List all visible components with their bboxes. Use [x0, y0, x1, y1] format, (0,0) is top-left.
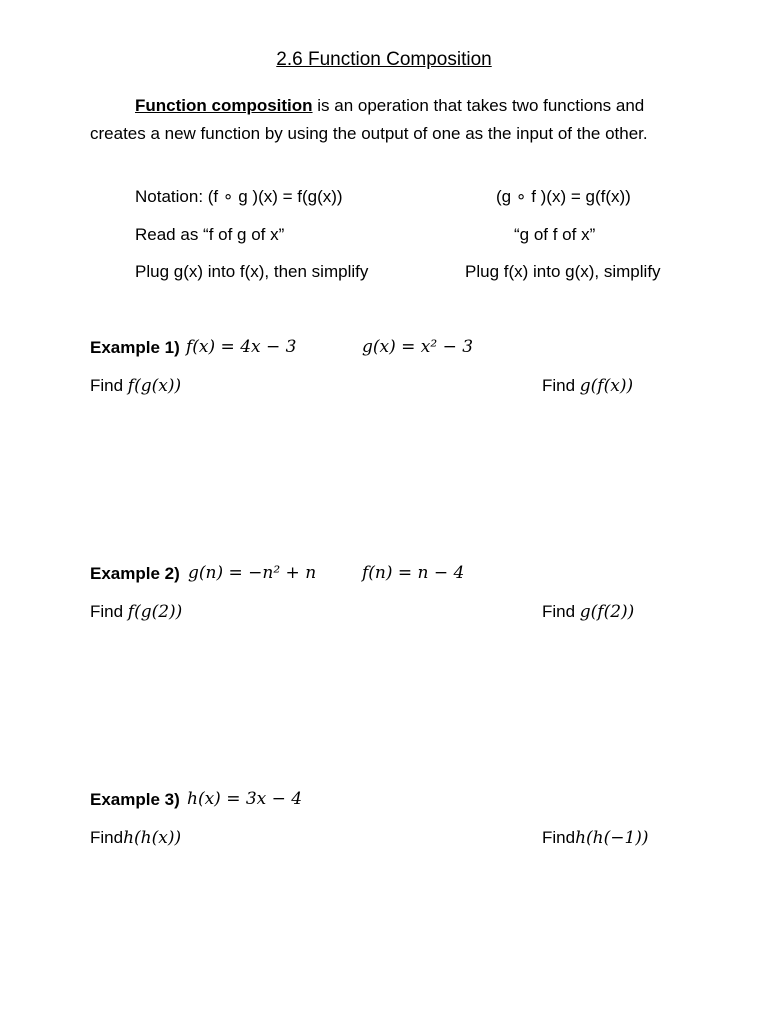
example-2-label: Example 2) — [90, 564, 180, 583]
example-3-function-h: h(x) = 3x − 4 — [187, 789, 303, 809]
find-expression: h(h(x)) — [123, 828, 182, 848]
notation-right-2: “g of f of x” — [514, 225, 596, 244]
find-expression: f(g(x)) — [127, 376, 182, 396]
example-1-find-left — [90, 376, 181, 396]
example-1-function-f: f(x) = 4x − 3 — [186, 337, 297, 357]
notation-right-3: Plug f(x) into g(x), simplify — [465, 262, 661, 281]
find-expression: g(f(2)) — [579, 602, 635, 622]
example-1-find-right — [542, 376, 633, 396]
example-2-function-f: f(n) = n − 4 — [362, 563, 465, 583]
find-text: Find — [542, 602, 580, 621]
find-text: Find — [90, 828, 124, 847]
notation-left-2: Read as “f of g of x” — [135, 225, 285, 244]
example-3-find-right — [542, 828, 649, 848]
find-text: Find — [542, 828, 576, 847]
example-3-label: Example 3) — [90, 790, 180, 809]
example-1-label: Example 1) — [90, 338, 180, 357]
find-text: Find — [90, 602, 128, 621]
find-expression: g(f(x)) — [579, 376, 634, 396]
notation-left-3: Plug g(x) into f(x), then simplify — [135, 262, 369, 281]
find-text: Find — [542, 376, 580, 395]
notation-right-1: (g ∘ f )(x) = g(f(x)) — [496, 187, 631, 206]
find-text: Find — [90, 376, 128, 395]
notation-left-1: Notation: (f ∘ g )(x) = f(g(x)) — [135, 187, 343, 206]
page-title: 2.6 Function Composition — [276, 49, 492, 70]
example-2-function-g: g(n) = −n² + n — [188, 563, 317, 583]
find-expression: f(g(2)) — [127, 602, 183, 622]
find-expression: h(h(−1)) — [575, 828, 649, 848]
example-3-find-left — [90, 828, 181, 848]
example-2-find-left — [90, 602, 182, 622]
example-1-function-g: g(x) = x² − 3 — [362, 337, 474, 357]
example-2-find-right — [542, 602, 634, 622]
intro-paragraph — [90, 92, 680, 147]
intro-text: is an operation that takes two functions and creates a new function by using the output of one as the input of the other. — [90, 96, 648, 143]
intro-term: Function composition — [135, 96, 313, 115]
